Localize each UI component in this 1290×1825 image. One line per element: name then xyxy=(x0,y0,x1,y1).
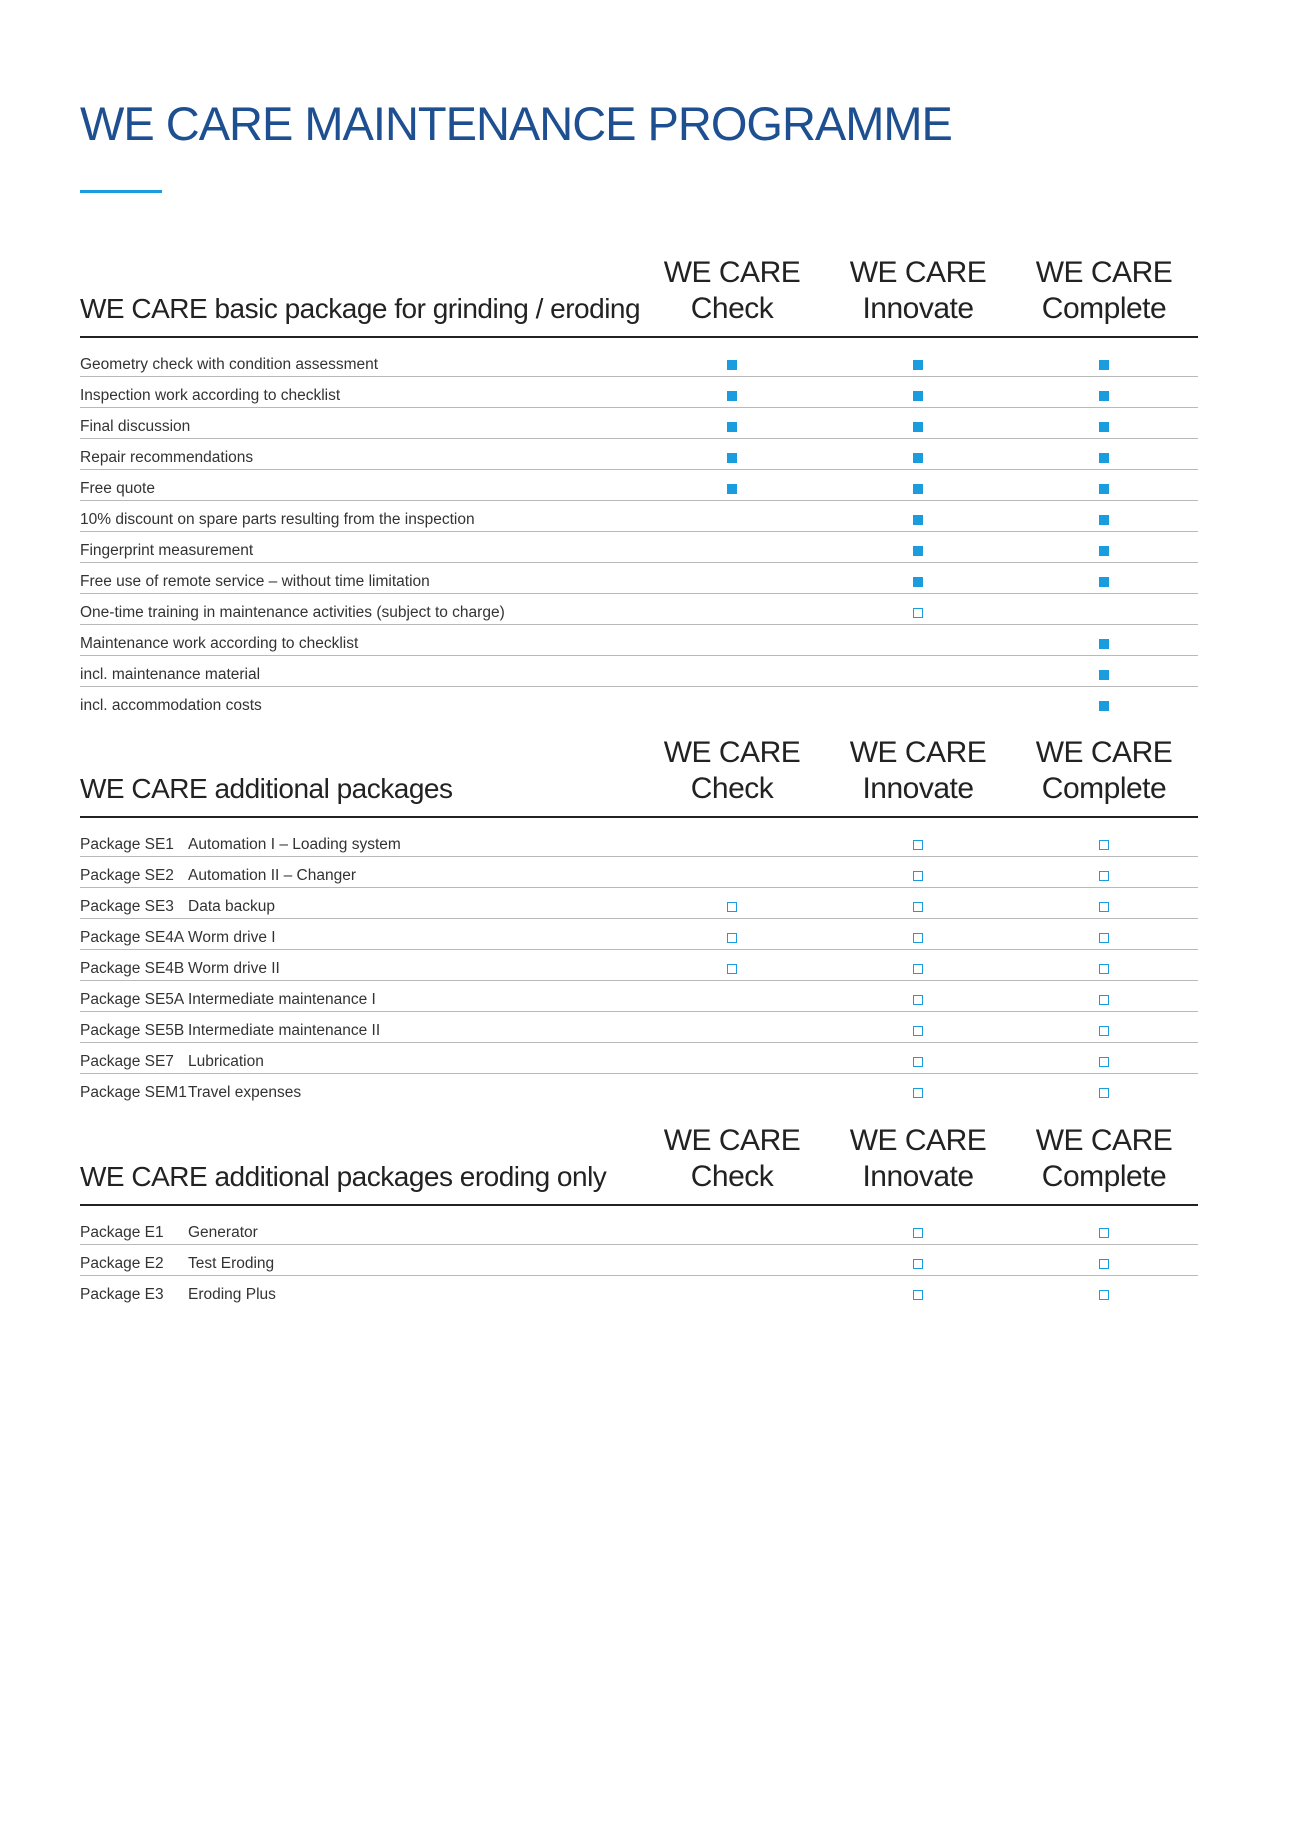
row-label: incl. accommodation costs xyxy=(80,697,262,714)
package-description: Generator xyxy=(188,1224,258,1241)
optional-square-icon-innovate xyxy=(913,933,923,943)
column-header-complete: WE CARE Complete xyxy=(1035,1124,1173,1193)
table-row xyxy=(80,563,1198,594)
optional-square-icon-innovate xyxy=(913,1026,923,1036)
table-row xyxy=(80,501,1198,532)
package-code: Package SE1 xyxy=(80,836,174,853)
optional-square-icon-check xyxy=(727,902,737,912)
package-code: Package SE4B xyxy=(80,960,185,977)
optional-square-icon-innovate xyxy=(913,1290,923,1300)
table-header xyxy=(80,732,1198,818)
optional-square-icon-check xyxy=(727,964,737,974)
included-square-icon-complete xyxy=(1099,360,1109,370)
optional-square-icon-complete xyxy=(1099,1290,1109,1300)
package-code: Package SE7 xyxy=(80,1053,174,1070)
column-header-complete: WE CARE Complete xyxy=(1035,736,1173,805)
table-row xyxy=(80,981,1198,1012)
row-label: Inspection work according to checklist xyxy=(80,387,341,404)
table-row xyxy=(80,1276,1198,1306)
included-square-icon-innovate xyxy=(913,546,923,556)
column-header-check: WE CARE Check xyxy=(663,256,801,325)
included-square-icon-check xyxy=(727,360,737,370)
table-row xyxy=(80,687,1198,717)
optional-square-icon-innovate xyxy=(913,995,923,1005)
package-code: Package E3 xyxy=(80,1286,164,1303)
package-code: Package E2 xyxy=(80,1255,164,1272)
included-square-icon-complete xyxy=(1099,577,1109,587)
table-row xyxy=(80,1074,1198,1104)
included-square-icon-check xyxy=(727,453,737,463)
optional-square-icon-innovate xyxy=(913,1088,923,1098)
package-code: Package SEM1 xyxy=(80,1084,187,1101)
table-header xyxy=(80,252,1198,338)
table-row xyxy=(80,888,1198,919)
package-description: Eroding Plus xyxy=(188,1286,276,1303)
column-header-innovate: WE CARE Innovate xyxy=(849,736,987,805)
additional-packages-table xyxy=(80,732,1198,1104)
optional-square-icon-complete xyxy=(1099,1057,1109,1067)
included-square-icon-complete xyxy=(1099,391,1109,401)
table-row xyxy=(80,950,1198,981)
table-row xyxy=(80,532,1198,563)
column-header-innovate: WE CARE Innovate xyxy=(849,256,987,325)
included-square-icon-check xyxy=(727,484,737,494)
basic-package-table xyxy=(80,252,1198,717)
page-title: WE CARE MAINTENANCE PROGRAMME xyxy=(80,97,952,150)
eroding-packages-table xyxy=(80,1120,1198,1306)
optional-square-icon-innovate xyxy=(913,1259,923,1269)
column-header-complete: WE CARE Complete xyxy=(1035,256,1173,325)
package-description: Automation I – Loading system xyxy=(188,836,401,853)
package-code: Package SE5B xyxy=(80,1022,185,1039)
package-description: Test Eroding xyxy=(188,1255,275,1272)
optional-square-icon-check xyxy=(727,933,737,943)
package-description: Automation II – Changer xyxy=(188,867,357,884)
optional-square-icon-innovate xyxy=(913,902,923,912)
optional-square-icon-innovate xyxy=(913,1057,923,1067)
table-row xyxy=(80,1012,1198,1043)
optional-square-icon-innovate xyxy=(913,1228,923,1238)
row-label: Free use of remote service – without time limitation xyxy=(80,573,430,590)
included-square-icon-innovate xyxy=(913,422,923,432)
table-row xyxy=(80,857,1198,888)
package-description: Lubrication xyxy=(188,1053,264,1070)
included-square-icon-complete xyxy=(1099,422,1109,432)
optional-square-icon-complete xyxy=(1099,902,1109,912)
row-label: Free quote xyxy=(80,480,155,497)
optional-square-icon-complete xyxy=(1099,933,1109,943)
table-row xyxy=(80,408,1198,439)
optional-square-icon-complete xyxy=(1099,995,1109,1005)
optional-square-icon-complete xyxy=(1099,871,1109,881)
package-code: Package E1 xyxy=(80,1224,164,1241)
optional-square-icon-complete xyxy=(1099,840,1109,850)
table-row xyxy=(80,594,1198,625)
included-square-icon-complete xyxy=(1099,670,1109,680)
table-row xyxy=(80,656,1198,687)
table-row xyxy=(80,377,1198,408)
optional-square-icon-innovate xyxy=(913,964,923,974)
row-label: Geometry check with condition assessment xyxy=(80,356,379,373)
included-square-icon-complete xyxy=(1099,484,1109,494)
package-code: Package SE5A xyxy=(80,991,185,1008)
section-title: WE CARE additional packages xyxy=(80,773,453,804)
package-code: Package SE2 xyxy=(80,867,174,884)
row-label: One-time training in maintenance activities (subject to charge) xyxy=(80,604,505,621)
row-label: Maintenance work according to checklist xyxy=(80,635,359,652)
table-row xyxy=(80,338,1198,377)
row-label: Final discussion xyxy=(80,418,191,435)
included-square-icon-innovate xyxy=(913,391,923,401)
package-description: Worm drive II xyxy=(188,960,280,977)
row-label: Fingerprint measurement xyxy=(80,542,254,559)
included-square-icon-innovate xyxy=(913,577,923,587)
optional-square-icon-complete xyxy=(1099,964,1109,974)
included-square-icon-check xyxy=(727,391,737,401)
title-accent-rule xyxy=(80,190,162,193)
section-title: WE CARE additional packages eroding only xyxy=(80,1161,607,1192)
included-square-icon-complete xyxy=(1099,453,1109,463)
row-label: Repair recommendations xyxy=(80,449,254,466)
optional-square-icon-complete xyxy=(1099,1088,1109,1098)
included-square-icon-check xyxy=(727,422,737,432)
table-row xyxy=(80,439,1198,470)
optional-square-icon-innovate xyxy=(913,871,923,881)
package-description: Data backup xyxy=(188,898,276,915)
optional-square-icon-innovate xyxy=(913,608,923,618)
package-description: Travel expenses xyxy=(188,1084,302,1101)
optional-square-icon-complete xyxy=(1099,1228,1109,1238)
table-header xyxy=(80,1120,1198,1206)
included-square-icon-innovate xyxy=(913,515,923,525)
table-row xyxy=(80,1043,1198,1074)
optional-square-icon-complete xyxy=(1099,1259,1109,1269)
column-header-check: WE CARE Check xyxy=(663,736,801,805)
table-row xyxy=(80,919,1198,950)
column-header-innovate: WE CARE Innovate xyxy=(849,1124,987,1193)
included-square-icon-innovate xyxy=(913,453,923,463)
table-row xyxy=(80,818,1198,857)
row-label: 10% discount on spare parts resulting from the inspection xyxy=(80,511,475,528)
row-label: incl. maintenance material xyxy=(80,666,261,683)
table-row xyxy=(80,470,1198,501)
optional-square-icon-innovate xyxy=(913,840,923,850)
included-square-icon-complete xyxy=(1099,701,1109,711)
included-square-icon-innovate xyxy=(913,360,923,370)
column-header-check: WE CARE Check xyxy=(663,1124,801,1193)
optional-square-icon-complete xyxy=(1099,1026,1109,1036)
included-square-icon-innovate xyxy=(913,484,923,494)
included-square-icon-complete xyxy=(1099,546,1109,556)
package-code: Package SE4A xyxy=(80,929,185,946)
table-row xyxy=(80,625,1198,656)
package-code: Package SE3 xyxy=(80,898,174,915)
table-row xyxy=(80,1245,1198,1276)
included-square-icon-complete xyxy=(1099,639,1109,649)
package-description: Intermediate maintenance II xyxy=(188,1022,381,1039)
included-square-icon-complete xyxy=(1099,515,1109,525)
table-row xyxy=(80,1206,1198,1245)
package-description: Intermediate maintenance I xyxy=(188,991,376,1008)
section-title: WE CARE basic package for grinding / eroding xyxy=(80,293,641,324)
package-description: Worm drive I xyxy=(188,929,276,946)
